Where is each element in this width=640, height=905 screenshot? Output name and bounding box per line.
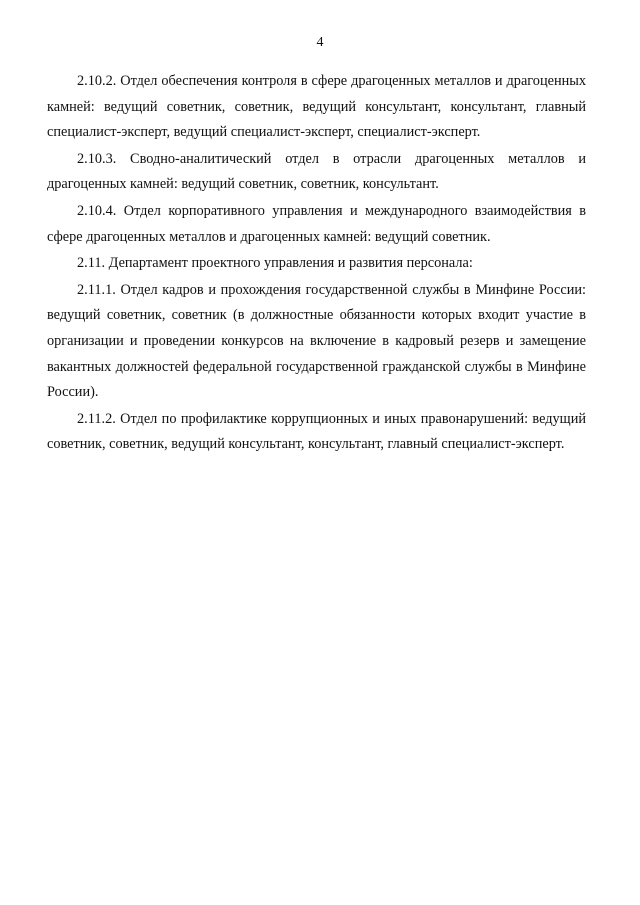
paragraph-2-10-4: 2.10.4. Отдел корпоративного управления и международного взаимодействия в сфере драгоценных металлов и драгоценных камней: ведущий советник. — [47, 202, 586, 245]
paragraph-2-11-1: 2.11.1. Отдел кадров и прохождения государственной службы в Минфине России: ведущий советник, советник (в должностные обязанности которых входит участие в организации и проведении конкурсов на включение в кадровый резерв и замещение вакантных должностей федеральной государственной гражданской службы в Минфине России). — [47, 281, 586, 401]
document-body — [47, 69, 586, 459]
paragraph-2-11: 2.11. Департамент проектного управления и развития персонала: — [77, 255, 473, 272]
paragraph-2-11-2: 2.11.2. Отдел по профилактике коррупционных и иных правонарушений: ведущий советник, советник, ведущий консультант, консультант, главный специалист-эксперт. — [47, 410, 586, 453]
paragraph-2-10-3: 2.10.3. Сводно-аналитический отдел в отрасли драгоценных металлов и драгоценных камней: ведущий советник, советник, консультант. — [47, 150, 586, 193]
paragraph-2-10-2: 2.10.2. Отдел обеспечения контроля в сфере драгоценных металлов и драгоценных камней: ведущий советник, советник, ведущий консультант, консультант, главный специалист-эксперт, ведущий специалист-эксперт, специалист-эксперт. — [47, 73, 586, 141]
page-number: 4 — [316, 35, 324, 50]
